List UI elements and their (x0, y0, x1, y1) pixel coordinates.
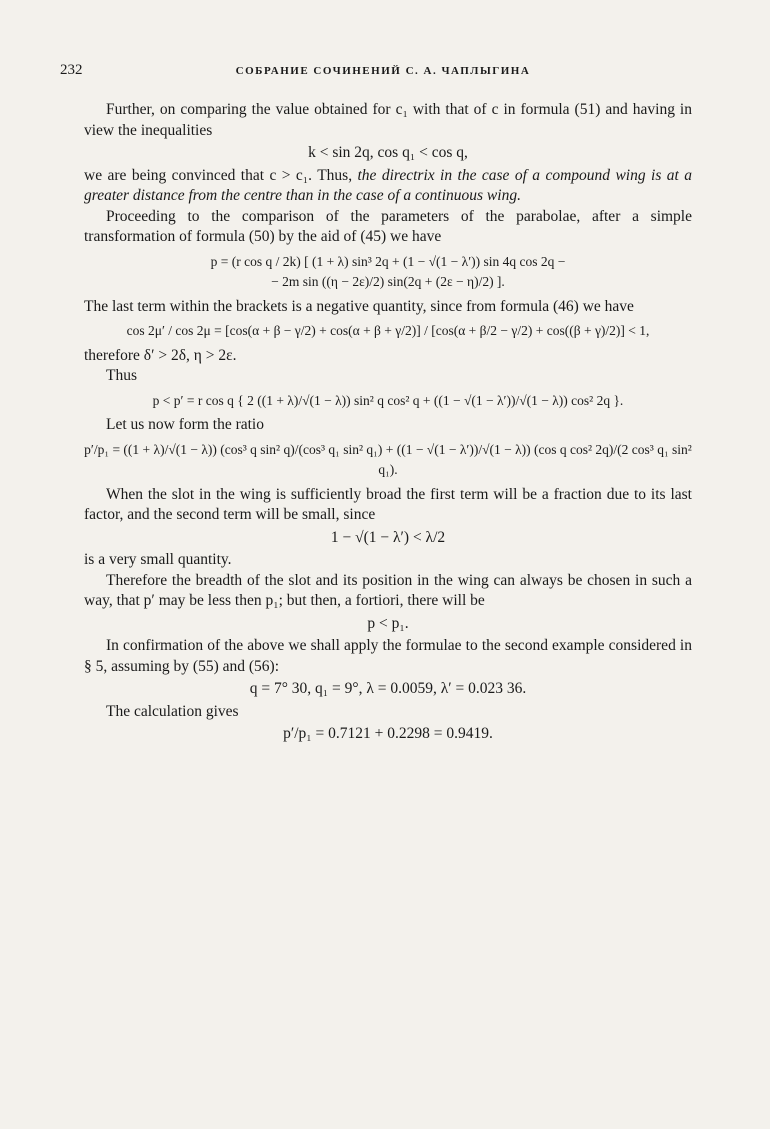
paragraph: Further, on comparing the value obtained for c₁ with that of c in formula (51) and having in view the inequalities (84, 101, 692, 139)
paragraph: Therefore the breadth of the slot and its position in the wing can always be chosen in such a way, that p′ may be less then p₁; but then, a fortiori, there will be (84, 571, 692, 609)
paragraph: Thus (106, 367, 137, 384)
equation-block (84, 252, 692, 293)
equation: p′/p₁ = 0.7121 + 0.2298 = 0.9419. (283, 725, 493, 742)
equation: q = 7° 30, q₁ = 9°, λ = 0.0059, λ′ = 0.023 36. (249, 680, 527, 697)
equation-line: p = (r cos q / 2k) [ (1 + λ) sin³ 2q + (1 − √(1 − λ′)) sin 4q cos 2q − (210, 253, 566, 269)
paragraph-text: we are being convinced that c > c₁. Thus, (84, 166, 358, 184)
emphasized-statement: the directrix in the case of a compound wing is at a greater distance from the centre than in the case of a continuous wing. (84, 166, 692, 204)
equation: k < sin 2q, cos q₁ < cos q, (308, 144, 468, 161)
paragraph: Let us now form the ratio (106, 416, 264, 433)
paragraph: Proceeding to the comparison of the parameters of the parabolae, after a simple transformation of formula (50) by the aid of (45) we have (84, 207, 692, 245)
equation: p′/p₁ = ((1 + λ)/√(1 − λ)) (cos³ q sin² q)/(cos³ q₁ sin² q₁) + ((1 − √(1 − λ′))/√(1 − λ)) (cos q cos² 2q)/(2 cos³ q₁ sin² q₁). (84, 441, 692, 477)
paragraph: The last term within the brackets is a negative quantity, since from formula (46) we have (84, 297, 634, 315)
equation: p < p₁. (367, 614, 409, 632)
equation: p < p′ = r cos q { 2 ((1 + λ)/√(1 − λ)) sin² q cos² q + ((1 − √(1 − λ′))/√(1 − λ)) cos² 2q }. (152, 392, 624, 408)
paragraph: In confirmation of the above we shall apply the formulae to the second example considered in § 5, assuming by (55) and (56): (84, 637, 692, 675)
paragraph: The calculation gives (106, 702, 239, 720)
equation-line: − 2m sin ((η − 2ε)/2) sin(2q + (2ε − η)/2) ]. (271, 274, 505, 289)
paragraph (84, 166, 692, 207)
paragraph: therefore δ′ > 2δ, η > 2ε. (84, 346, 237, 364)
paragraph: When the slot in the wing is sufficiently broad the first term will be a fraction due to its last factor, and the second term will be small, since (84, 485, 692, 523)
equation: 1 − √(1 − λ′) < λ/2 (330, 528, 446, 546)
page-header (60, 62, 706, 79)
running-title: СОБРАНИЕ СОЧИНЕНИЙ С. А. ЧАПЛЫГИНА (235, 65, 531, 77)
equation: cos 2μ′ / cos 2μ = [cos(α + β − γ/2) + cos(α + β + γ/2)] / [cos(α + β/2 − γ/2) + cos((β + γ)/2)] < 1, (126, 323, 650, 338)
page-number: 232 (60, 62, 83, 78)
paragraph: is a very small quantity. (84, 551, 232, 568)
page-body (84, 100, 692, 747)
